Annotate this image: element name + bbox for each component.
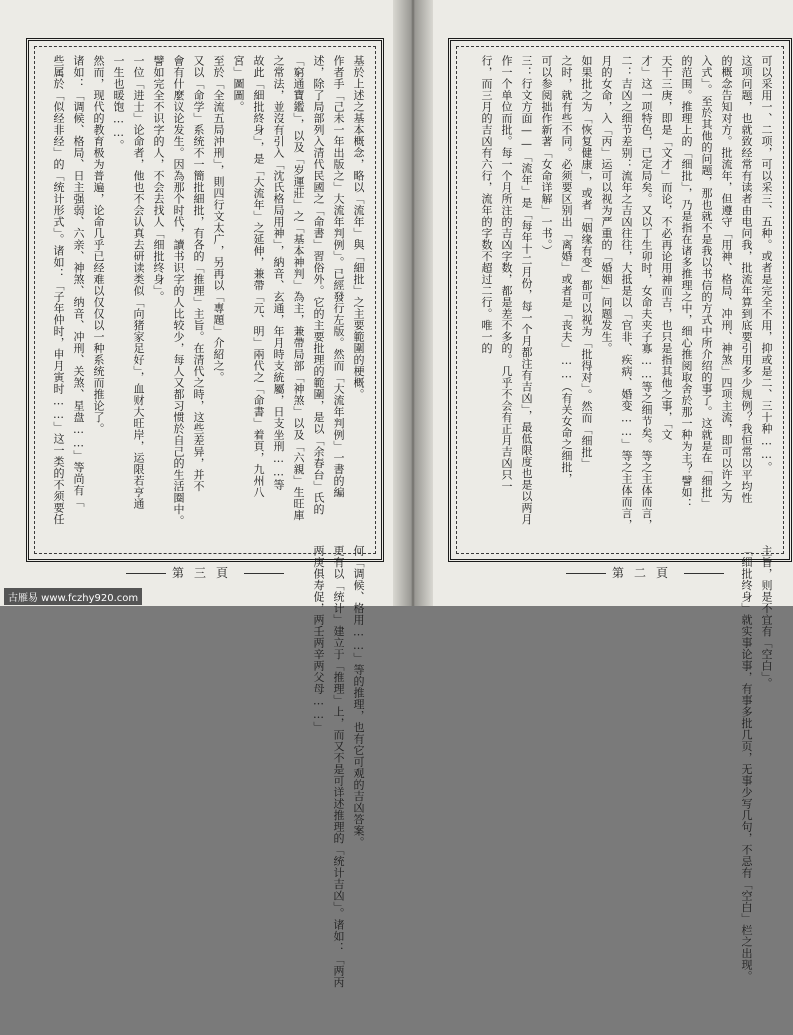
text-column: 「细批终身」就实事论事，有事多批几页，无事少写几句，不忌有「空白」栏之出现。: [740, 545, 753, 982]
text-column: 基於上述之基本概念，略以「流年」與「細批」之主要範圍的梗概。: [352, 55, 365, 400]
text-column: 作者手「己未一年出版之」大流年判例」。已經發行左版。然而「大流年判例」一書的編: [332, 55, 345, 498]
text-column: 才」这一项特色，已定局矣。又以丁生卯时，女命夫夹子寡……等之细节矣。等之主体而言，: [640, 55, 653, 531]
text-column: 可以参阅拙作新著「女命详解」一书。）: [540, 55, 553, 257]
text-column: 又以「命学」系统不一簡批細批，有各的「推理」主旨。在清代之時，这些差异，并不: [192, 55, 205, 492]
text-column: 至於「全流五局沖刑」，則四行文太广，另再以「專題」介紹之。: [212, 55, 225, 383]
text-column: 天干三庚，即是「文才」而论，不必再论用神而吉，也只是指其他之事，「文: [660, 55, 673, 441]
text-column: 譬如完全不识字的人，不会去找人「细批终身」。: [152, 55, 165, 303]
text-column: 两庚俱寿促，两壬两辛两父母……」: [312, 545, 325, 733]
text-column: 作一个单位而批。每一个月所注的吉凶字数，都是差不多的。几乎不会有正月吉凶只一: [500, 55, 513, 492]
text-column: 月的女命，入「丙」运可以视为严重的「婚姻」问题发生。: [600, 55, 613, 354]
text-column: 二：吉凶之细节差别：流年之吉凶往往，大抵是以「官非、疾病、婚变……」等之主体而言，: [620, 55, 633, 531]
right-page-number: 第二頁: [560, 564, 730, 581]
text-column: 这项问题，也就致经常有读者由电问我，批流年算到底要引用多少规例？我恒常以平均性: [740, 55, 753, 504]
text-column: 宮」圖圖。: [232, 55, 245, 113]
site-watermark: 古雁易 www.fczhy920.com: [4, 588, 142, 605]
left-page-number: 第三頁: [120, 564, 290, 581]
text-column: 然而，现代的教育极为普遍，论命几乎已经难以仅仅以一种系统而推论了。: [92, 55, 105, 435]
text-column: 一位「进士」论命者，他也不会认真去研读类似「向猪家足好」，血财大旺岸，运限若亨通: [132, 55, 145, 510]
text-column: 些属於「似经非经」的「统计形式」。诸如：「子年仲时，申月寅时……」这一类的不须要任: [52, 55, 65, 525]
text-column: 的概念告知对方。批流年，但遵守「用神、格局、冲刑、神煞」四项主流，即可以许之为: [720, 55, 733, 504]
text-column: 主旨，则是不宜有「空白」。: [760, 545, 773, 689]
text-column: 何「调候、格用……」等的推理，也有它可观的吉凶答案。: [352, 545, 365, 848]
text-column: 更有以「统计」建立于「推理」上，而又不是可详述推理的「统计吉凶」。诸如：「两丙: [332, 545, 345, 988]
text-column: 一生也暖饱……。: [112, 55, 125, 151]
book-gutter: [393, 0, 433, 606]
text-column: 如果批之为「恢复健康」，或者「姻缘有变」都可以视为「批得对」。然而「细批」: [580, 55, 593, 470]
text-column: 诸如：「调候、格局、日主强弱、六亲、神煞、纳音、冲刑、关煞、星盘……」等尚有「: [72, 55, 85, 508]
text-column: 之时，就有些不同。必须要区别出「离婚」或者是「丧夫」……（有关女命之细批，: [560, 55, 573, 485]
text-column: 行，而三月的吉凶有六行，流年的字数不超过二行。唯一的: [480, 55, 493, 354]
text-column: 之常法，並沒有引入「沈氏格局用神」，納音、玄通，年月時支統屬，日支坐刑……等: [272, 55, 285, 491]
text-column: 可以采用一、二项，可以采三、五种。或者是完全不用，抑或是二、三十种……。: [760, 55, 773, 473]
text-column: 的范围。推理上的「细批」，乃是指在诸多推理之中，细心推阅取舍於那一种为主？譬如：: [680, 55, 693, 510]
text-column: 入式」。至於其他的问题，那也就不是我以书信的方式中所介绍的事了。这就是在「细批」: [700, 55, 713, 510]
text-column: 三：行文方面——「流年」是「每年十二月份，每一个月都注有吉凶」，最低限度也是以两月: [520, 55, 533, 525]
text-column: 會有什麼议论发生。因為那个时代，讀书识字的人比较少，每人又都习惯於自己的生活圈中。: [172, 55, 185, 527]
text-column: 故此「細批終身」，是「大流年」之延伸，兼帶「元、明」兩代之「命書」着頁，九州八: [252, 55, 265, 498]
text-column: 述，除了局部列入清代民國之「命書」習俗外。它的主要批理的範圍，是以「余春台」氏的: [312, 55, 325, 515]
text-column: 「窮通寶鑑」，以及「岁運莊」之「基本神判」為主，兼帶局部「神煞」以及「六親」生旺庫: [292, 55, 305, 521]
